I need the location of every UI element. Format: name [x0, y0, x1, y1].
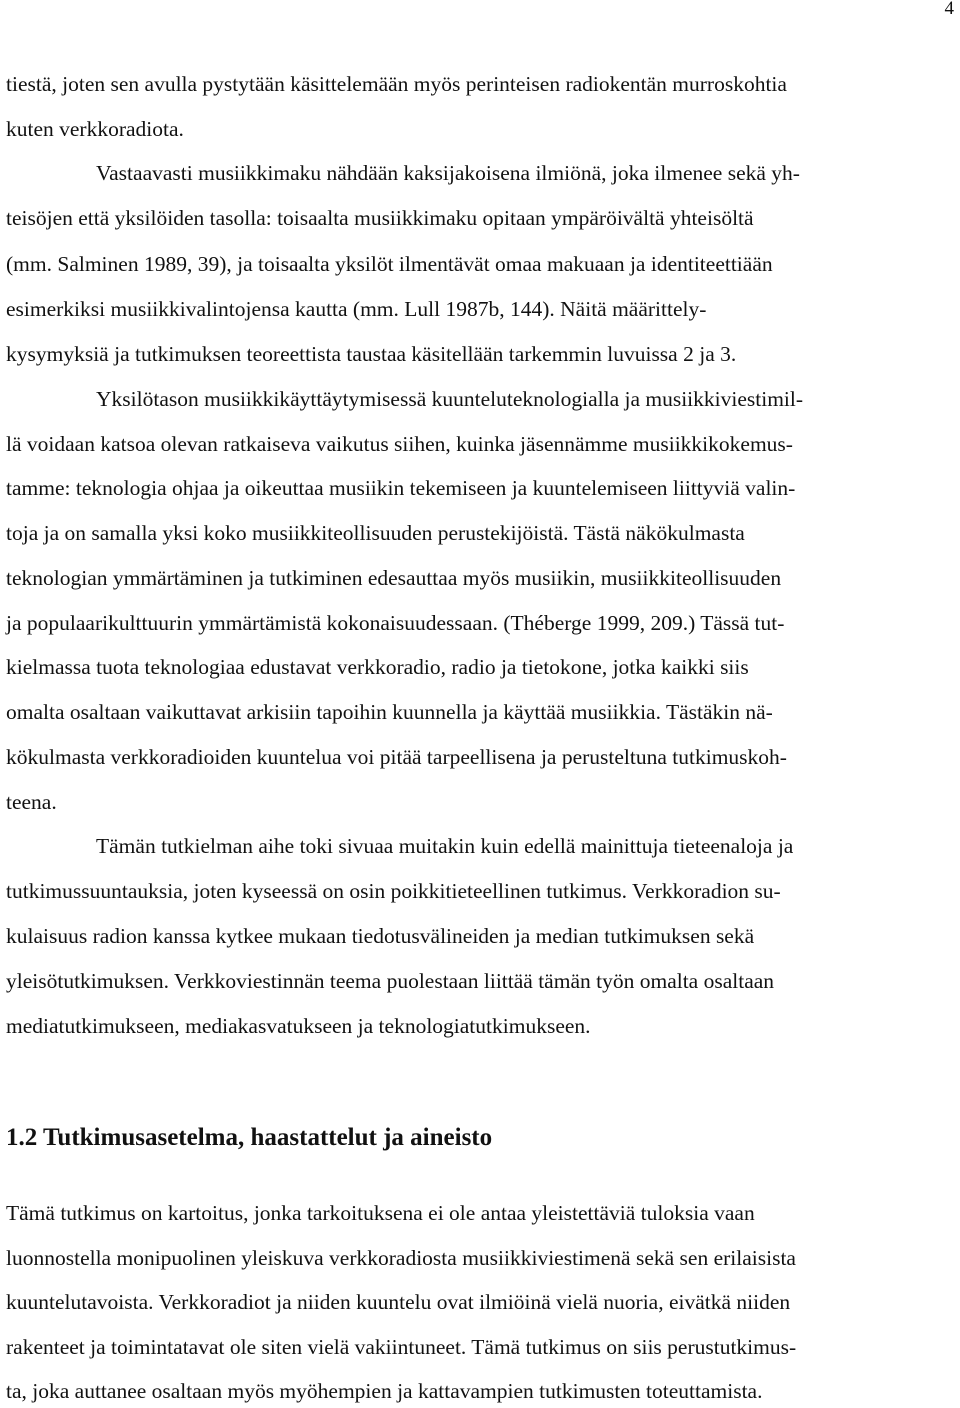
text-line: tamme: teknologia ohjaa ja oikeuttaa musiikin tekemiseen ja kuuntelemiseen liittyviä valin- [6, 476, 796, 500]
text-line: Yksilötason musiikkikäyttäytymisessä kuunteluteknologialla ja musiikkiviestimil- [96, 387, 804, 411]
text-line: luonnostella monipuolinen yleiskuva verkkoradiosta musiikkiviestimenä sekä sen erilaisista [6, 1246, 796, 1270]
text-line: kökulmasta verkkoradioiden kuuntelua voi pitää tarpeellisena ja perusteltuna tutkimuskoh- [6, 745, 787, 769]
text-line: Tämä tutkimus on kartoitus, jonka tarkoituksena ei ole antaa yleistettäviä tuloksia vaan [6, 1201, 755, 1225]
text-line: rakenteet ja toimintatavat ole siten vielä vakiintuneet. Tämä tutkimus on siis perustutkimus- [6, 1335, 797, 1359]
text-line: ta, joka auttanee osaltaan myös myöhempien ja kattavampien tutkimusten toteuttamista. [6, 1379, 763, 1403]
section-heading: 1.2 Tutkimusasetelma, haastattelut ja aineisto [6, 1124, 493, 1151]
text-line: kuuntelutavoista. Verkkoradiot ja niiden kuuntelu ovat ilmiöinä vielä nuoria, eivätkä niiden [6, 1290, 791, 1314]
text-line: omalta osaltaan vaikuttavat arkisiin tapoihin kuunnella ja käyttää musiikkia. Tästäkin nä- [6, 700, 773, 724]
text-line: kuten verkkoradiota. [6, 117, 184, 141]
text-line: teknologian ymmärtäminen ja tutkiminen edesauttaa myös musiikin, musiikkiteollisuuden [6, 566, 782, 590]
text-line: tutkimussuuntauksia, joten kyseessä on osin poikkitieteellinen tutkimus. Verkkoradion su- [6, 879, 781, 903]
text-line: esimerkiksi musiikkivalintojensa kautta (mm. Lull 1987b, 144). Näitä määrittely- [6, 297, 707, 321]
text-line: yleisötutkimuksen. Verkkoviestinnän teema puolestaan liittää tämän työn omalta osaltaan [6, 969, 775, 993]
text-line: lä voidaan katsoa olevan ratkaiseva vaikutus siihen, kuinka jäsennämme musiikkikokemus- [6, 432, 793, 456]
text-line: kielmassa tuota teknologiaa edustavat verkkoradio, radio ja tietokone, jotka kaikki siis [6, 655, 749, 679]
text-line: mediatutkimukseen, mediakasvatukseen ja teknologiatutkimukseen. [6, 1014, 591, 1038]
text-line: Vastaavasti musiikkimaku nähdään kaksijakoisena ilmiönä, joka ilmenee sekä yh- [96, 161, 800, 185]
page-number: 4 [944, 0, 954, 19]
text-line: kysymyksiä ja tutkimuksen teoreettista taustaa käsitellään tarkemmin luvuissa 2 ja 3. [6, 342, 737, 366]
text-line: toja ja on samalla yksi koko musiikkiteollisuuden perustekijöistä. Tästä näkökulmasta [6, 521, 745, 545]
text-line: teisöjen että yksilöiden tasolla: toisaalta musiikkimaku opitaan ympäröivältä yhteisöltä [6, 206, 754, 230]
text-line: (mm. Salminen 1989, 39), ja toisaalta yksilöt ilmentävät omaa makuaan ja identiteettiään [6, 252, 773, 276]
text-line: kulaisuus radion kanssa kytkee mukaan tiedotusvälineiden ja median tutkimuksen sekä [6, 924, 755, 948]
text-line: ja populaarikulttuurin ymmärtämistä kokonaisuudessaan. (Théberge 1999, 209.) Tässä tut- [6, 611, 785, 635]
text-line: teena. [6, 790, 57, 814]
text-line: tiestä, joten sen avulla pystytään käsittelemään myös perinteisen radiokentän murroskohtia [6, 72, 787, 96]
text-line: Tämän tutkielman aihe toki sivuaa muitakin kuin edellä mainittuja tieteenaloja ja [96, 834, 794, 858]
